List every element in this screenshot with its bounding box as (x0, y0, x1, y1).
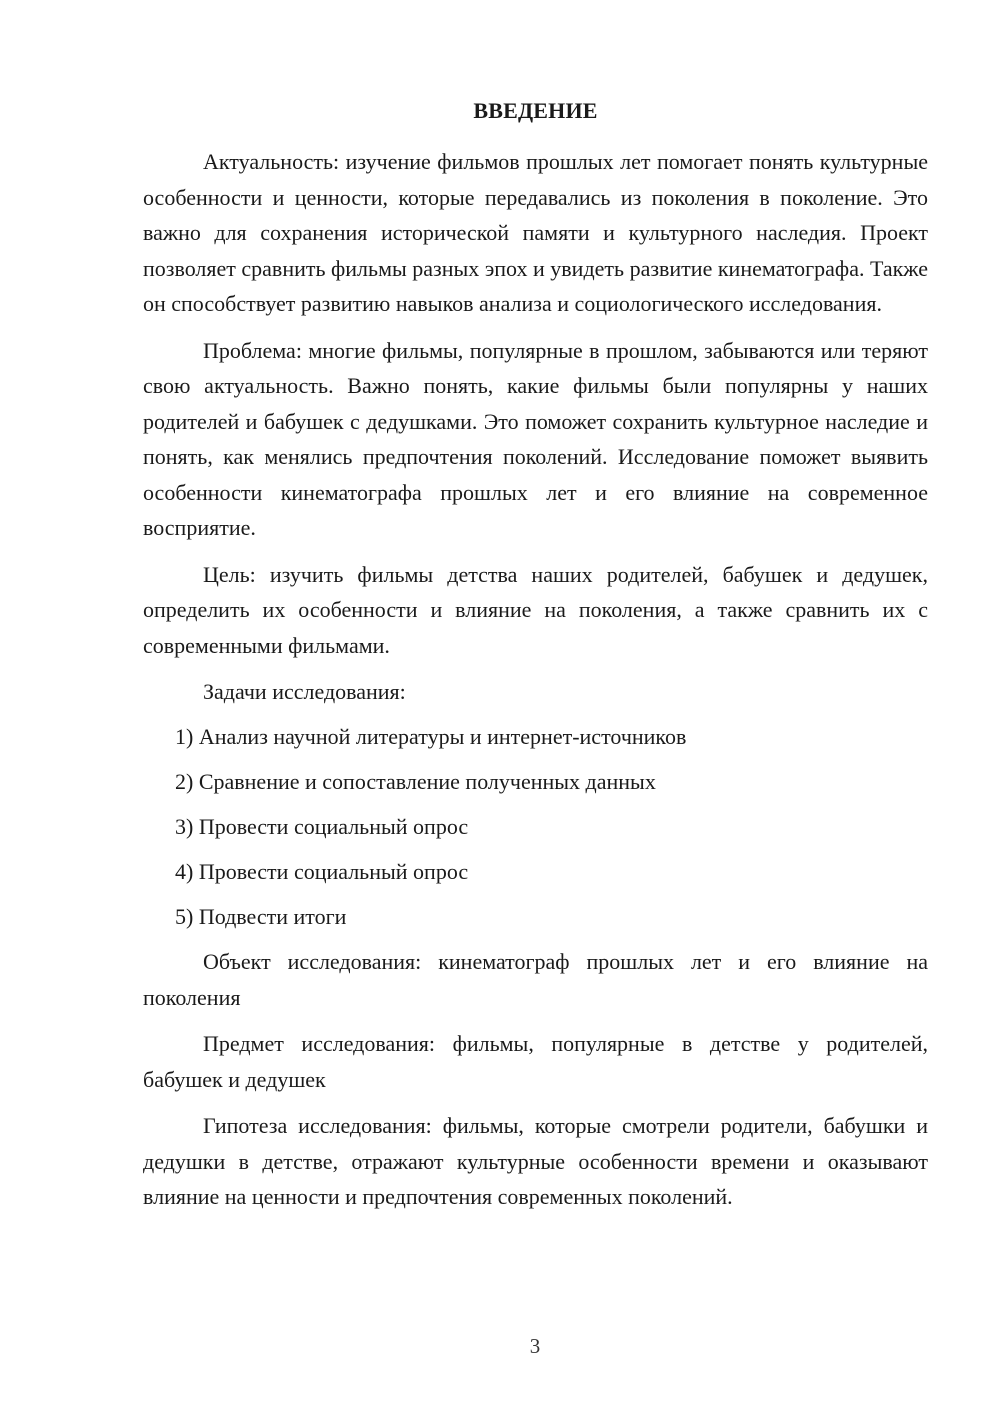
paragraph-relevance: Актуальность: изучение фильмов прошлых лет помогает понять культурные особенности и ценности, которые передавались из поколения в поколение. Это важно для сохранения исторической памяти и культурного наследия. Проект позволяет сравнить фильмы разных эпох и увидеть развитие кинематографа. Также он способствует развитию навыков анализа и социологического исследования. (143, 149, 928, 316)
page-number: 3 (529, 1334, 541, 1358)
page-title: ВВЕДЕНИЕ (473, 98, 598, 123)
paragraph-goal: Цель: изучить фильмы детства наших родителей, бабушек и дедушек, определить их особенности и влияние на поколения, а также сравнить их с современными фильмами. (143, 561, 928, 658)
list-item: 2) Сравнение и сопоставление полученных данных (175, 769, 656, 794)
list-item: 5) Подвести итоги (175, 904, 347, 929)
tasks-list (143, 719, 928, 934)
tasks-heading: Задачи исследования: (203, 679, 406, 704)
paragraph-hypothesis: Гипотеза исследования: фильмы, которые смотрели родители, бабушки и дедушки в детстве, отражают культурные особенности времени и оказывают влияние на ценности и предпочтения современных поколений. (143, 1113, 928, 1209)
list-item: 3) Провести социальный опрос (175, 814, 469, 839)
paragraph-object: Объект исследования: кинематограф прошлых лет и его влияние на поколения (143, 949, 928, 1010)
list-item: 1) Анализ научной литературы и интернет-источников (175, 724, 687, 749)
paragraph-subject: Предмет исследования: фильмы, популярные в детстве у родителей, бабушек и дедушек (143, 1031, 928, 1092)
page-content (143, 98, 928, 1226)
list-item: 4) Провести социальный опрос (175, 859, 469, 884)
paragraph-problem: Проблема: многие фильмы, популярные в прошлом, забываются или теряют свою актуальность. Важно понять, какие фильмы были популярны у наших родителей и бабушек с дедушками. Это поможет сохранить культурное наследие и понять, как менялись предпочтения поколений. Исследование поможет выявить особенности кинематографа прошлых лет и его влияние на современное восприятие. (143, 337, 928, 540)
